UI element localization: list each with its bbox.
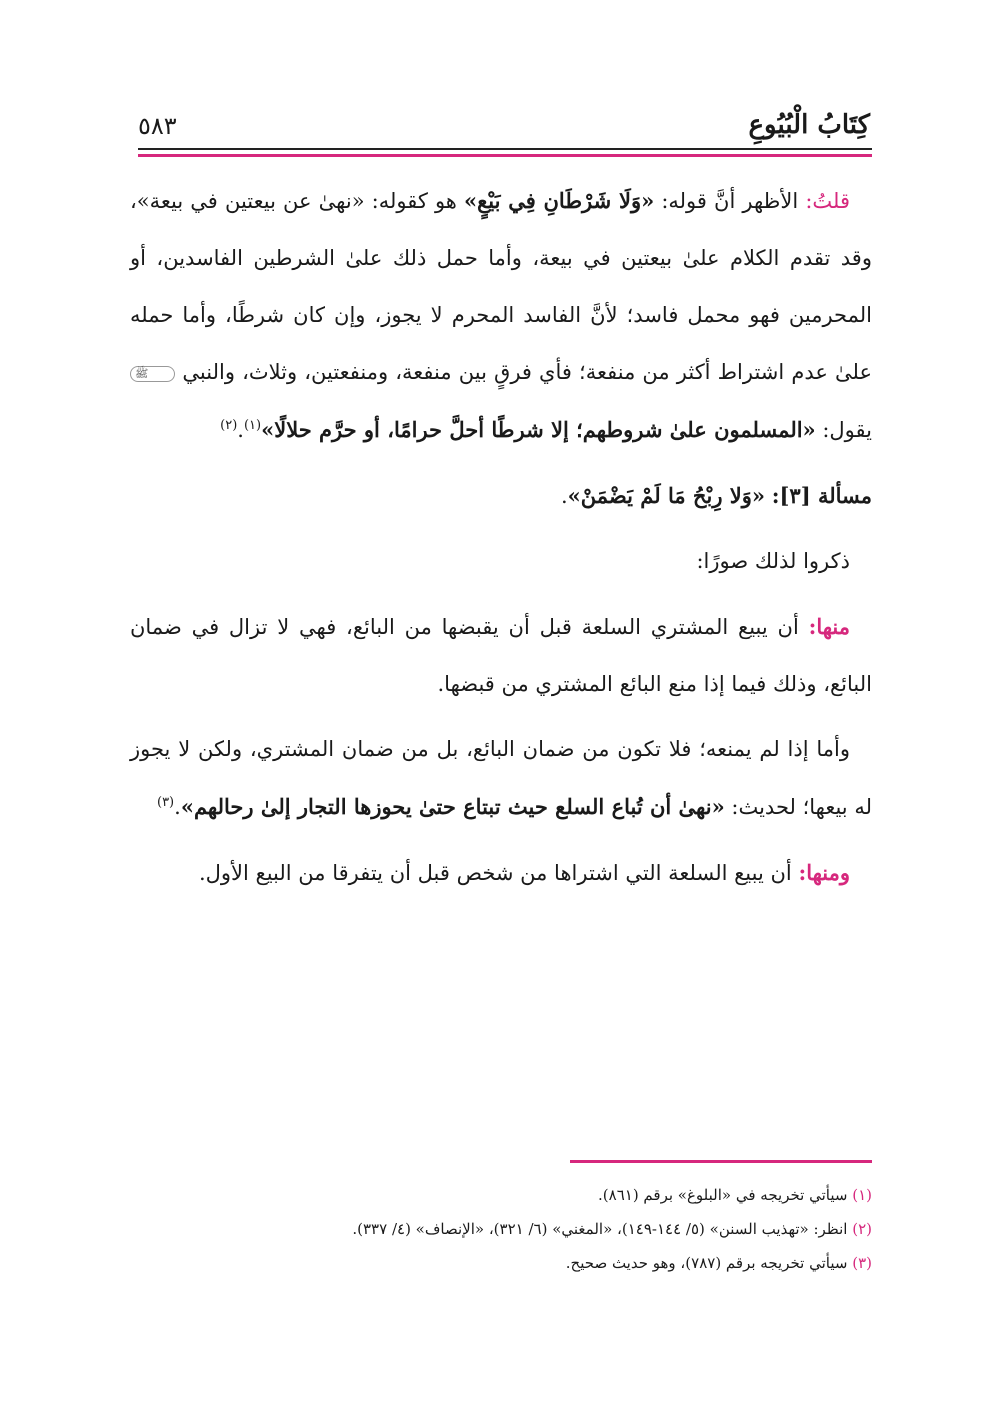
- hadith-quote: «وَلَا شَرْطَانِ فِي بَيْعٍ»: [464, 188, 655, 213]
- footnote-text: سيأتي تخريجه برقم (٧٨٧)، وهو حديث صحيح.: [565, 1254, 853, 1272]
- paragraph-minha: [130, 598, 872, 713]
- paragraph-wa-amma: [130, 721, 872, 836]
- body-text: [130, 172, 872, 902]
- page-header: [138, 108, 870, 148]
- text-span: ، وقد تقدم الكلام علىٰ بيعتين في بيعة، وأما حمل ذلك علىٰ الشرطين الفاسدين، أو المحرمين فهو محمل فاسد؛ لأنَّ الفاسد المحرم لا يجوز، وإن كان شرطًا، وأما حمله علىٰ عدم اشتراط أكثر من منفعة؛ فأي فرقٍ بين منفعة، ومنفعتين، وثلاث، والنبي: [130, 189, 872, 384]
- paragraph-wa-minha: [130, 844, 872, 902]
- footnote-separator: [570, 1160, 872, 1163]
- text-span: .: [237, 418, 244, 442]
- qultu-label: قلتُ:: [805, 189, 851, 213]
- text-span: وأما إذا لم يمنعه؛ فلا تكون من ضمان البائع، بل من ضمان المشتري، ولكن لا يجوز له بيعها؛ لحديث:: [130, 737, 872, 819]
- paragraph-dhakaru: ذكروا لذلك صورًا:: [696, 549, 850, 573]
- text-span: الأظهر أنَّ قوله:: [654, 189, 806, 213]
- hadith-quote: «نهىٰ عن بيعتين في بيعة»: [136, 189, 365, 213]
- footnote-ref-2[interactable]: (٢): [220, 418, 238, 433]
- salawat-glyph: ﷺ: [130, 366, 175, 382]
- header-rule-black: [138, 148, 872, 150]
- footnote-3: [130, 1246, 872, 1280]
- footnotes: [130, 1178, 872, 1280]
- hadith-quote: «نهىٰ أن تُباع السلع حيث تبتاع حتىٰ يحوزها التجار إلىٰ رحالهم»: [180, 794, 725, 819]
- text-span: هو كقوله:: [364, 189, 464, 213]
- footnote-ref-1[interactable]: (١): [243, 418, 262, 433]
- footnote-number: (٣): [852, 1254, 872, 1272]
- text-span: أن يبيع المشتري السلعة قبل أن يقبضها من البائع، فهي لا تزال في ضمان البائع، وذلك فيما إذا منع البائع المشتري من قبضها.: [130, 615, 872, 696]
- book-title: كِتَابُ الْبُيُوعِ: [748, 110, 870, 140]
- header-rule-pink: [138, 154, 872, 157]
- footnote-1: [130, 1178, 872, 1212]
- footnote-ref-3[interactable]: (٣): [156, 795, 175, 810]
- hadith-quote: «المسلمون علىٰ شروطهم؛ إلا شرطًا أحلَّ حرامًا، أو حرَّم حلالًا»: [261, 417, 816, 442]
- page-number: ٥٨٣: [138, 112, 177, 140]
- text-span: .: [174, 795, 181, 819]
- text-span: أن يبيع السلعة التي اشتراها من شخص قبل أن يتفرقا من البيع الأول.: [198, 861, 799, 885]
- paragraph-qultu: [130, 172, 872, 459]
- text-span: .: [560, 484, 568, 508]
- footnote-2: [130, 1212, 872, 1246]
- footnote-number: (١): [852, 1186, 872, 1204]
- minha-label: منها:: [808, 614, 850, 639]
- text-span: يقول:: [815, 418, 872, 442]
- masala-quote: «وَلا رِبْحُ مَا لَمْ يَضْمَنْ»: [567, 483, 766, 508]
- wa-minha-label: ومنها:: [798, 860, 850, 885]
- footnote-text: انظر: «تهذيب السنن» (٥/ ١٤٤-١٤٩)، «المغني» (٦/ ٣٢١)، «الإنصاف» (٤/ ٣٣٧).: [352, 1220, 853, 1238]
- masala-label: مسألة [٣]:: [771, 483, 872, 508]
- footnote-text: سيأتي تخريجه في «البلوغ» برقم (٨٦١).: [598, 1186, 853, 1204]
- paragraph-masala: [130, 467, 872, 525]
- footnote-number: (٢): [852, 1220, 872, 1238]
